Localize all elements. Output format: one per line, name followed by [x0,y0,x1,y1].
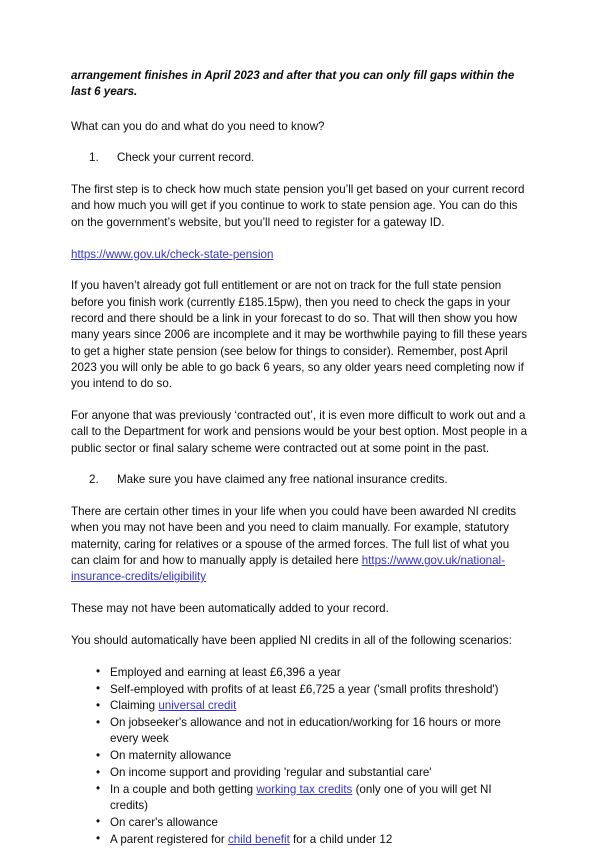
lead-paragraph: arrangement finishes in April 2023 and after that you can only fill gaps within the last 6 years. [71,69,515,99]
list-item-text: In a couple and both getting [110,782,257,796]
list-item [71,765,530,781]
link-ni-credits-eligibility[interactable]: https://www.gov.uk/national-insurance-credits/eligibility [71,554,505,584]
list-item-text: On carer's allowance [110,815,218,829]
scenarios-bullet-list [71,665,530,848]
paragraph-first-step: The first step is to check how much state pension you’ll get based on your current record and how much you will get if you continue to work to state pension age. You can do this on the government’s website, but you’ll need to register for a gateway ID. [71,183,525,229]
bullet-icon: • [96,815,101,829]
list-marker: 1. [89,151,99,165]
list-item [71,682,530,698]
bullet-icon: • [96,765,101,779]
list-item-text-trailing: (only one of you will get NI credits) [110,782,492,813]
numbered-list-item [71,150,530,166]
list-marker: 2. [89,473,99,487]
paragraph-entitlement: If you haven’t already got full entitlement or are not on track for the full state pension before you finish work (currently £185.15pw), then you need to check the gaps in your record and there should be a link in your forecast to do so. That will then show you how many years since 2006 are incomplete and it may be worthwhile paying to fill these years to get a higher state pension (see below for things to consider). Remember, post April 2023 you will only be able to go back 6 years, so any older years need completing now if you intend to do so. [71,279,528,391]
question-paragraph: What can you do and what do you need to know? [71,119,325,133]
list-item [71,832,530,848]
link-check-state-pension[interactable]: https://www.gov.uk/check-state-pension [71,247,274,261]
bullet-icon: • [96,698,101,712]
paragraph-ni-credits-intro [71,504,530,585]
list-item-text: A parent registered for [110,832,228,846]
list-item [71,715,530,748]
list-item-text: On income support and providing 'regular and substantial care' [110,766,432,779]
link-child-benefit[interactable]: child benefit [227,832,290,846]
numbered-list-step-1 [71,150,530,166]
bullet-icon: • [96,832,101,846]
list-item-text: Self-employed with profits of at least £6,725 a year ('small profits threshold') [110,682,499,696]
bullet-icon: • [96,748,101,762]
link-universal-credit[interactable]: universal credit [158,699,237,713]
bullet-icon: • [96,665,101,679]
paragraph-scenarios-intro: You should automatically have been applied NI credits in all of the following scenarios: [71,633,512,647]
paragraph-ni-credits-text: There are certain other times in your life when you could have been awarded NI credits when you may not have been and you need to claim manually. For example, statutory maternity, caring for relatives or a spouse of the armed forces. The full list of what you can claim for and how to manually apply is detailed here [71,505,517,568]
paragraph-not-automatic: These may not have been automatically added to your record. [71,602,389,616]
list-item-text: Employed and earning at least £6,396 a year [110,665,341,679]
list-item-text: Claiming [110,699,159,713]
document-body [71,68,530,848]
list-item-text-trailing: for a child under 12 [289,832,393,846]
numbered-list-item [71,472,530,488]
list-item [71,698,530,714]
list-item [71,748,530,764]
bullet-icon: • [96,682,101,696]
list-item-text: On jobseeker's allowance and not in education/working for 16 hours or more every week [110,716,501,746]
bullet-icon: • [96,782,101,796]
paragraph-link-check-state-pension [71,247,530,263]
list-item-text: Make sure you have claimed any free national insurance credits. [117,473,448,487]
numbered-list-step-2 [71,472,530,488]
list-item-text: Check your current record. [117,151,255,165]
link-working-tax-credits[interactable]: working tax credits [256,782,353,796]
list-item [71,665,530,681]
paragraph-contracted-out: For anyone that was previously ‘contracted out’, it is even more difficult to work out and a call to the Department for work and pensions would be your best option. Most people in a public sector or final salary scheme were contracted out at some point in the past. [71,408,528,455]
list-item [71,815,530,831]
bullet-icon: • [96,715,101,729]
list-item [71,782,530,815]
list-item-text: On maternity allowance [110,749,232,763]
